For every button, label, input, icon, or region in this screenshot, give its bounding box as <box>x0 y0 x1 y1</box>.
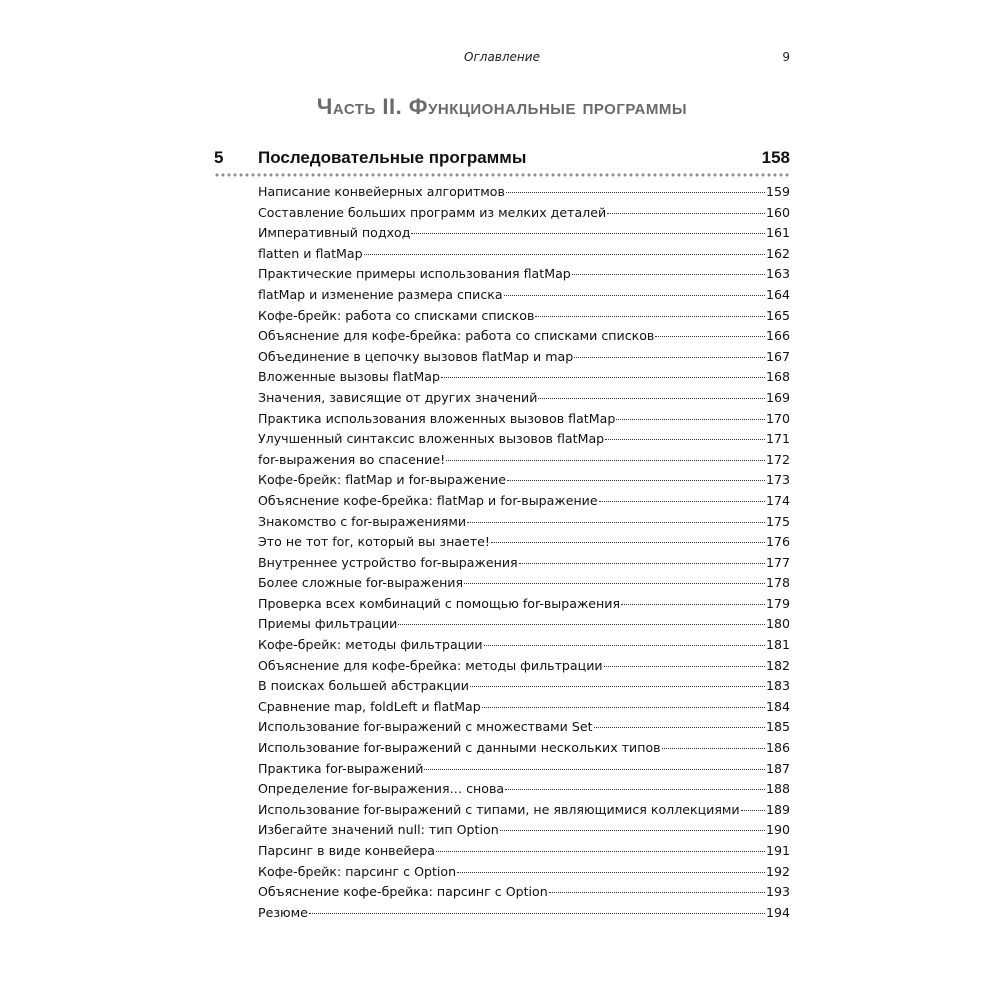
toc-entry-title: Сравнение map, foldLeft и flatMap <box>258 698 481 714</box>
toc-entry[interactable] <box>258 822 790 843</box>
toc-entry[interactable] <box>258 616 790 637</box>
toc-entry-page: 186 <box>765 740 790 756</box>
toc-entry-page: 180 <box>765 616 790 632</box>
toc-entry[interactable] <box>258 637 790 658</box>
dot-leader <box>424 769 764 770</box>
toc-entry-page: 183 <box>765 678 790 694</box>
dot-leader <box>535 316 765 317</box>
toc-entry[interactable] <box>258 514 790 535</box>
toc-entry-page: 169 <box>765 389 790 405</box>
toc-entry-title: Парсинг в виде конвейера <box>258 843 435 858</box>
toc-entry-page: 187 <box>765 760 790 776</box>
toc-entry-page: 192 <box>765 863 790 879</box>
toc-entry-title: Улучшенный синтаксис вложенных вызовов flatMap <box>258 431 605 447</box>
toc-entry-title: flatMap и изменение размера списка <box>258 286 503 302</box>
chapter-title: Последовательные программы <box>258 148 527 167</box>
toc-entry-page: 182 <box>765 657 790 673</box>
dot-leader <box>470 686 765 687</box>
toc-entry[interactable] <box>258 884 790 905</box>
toc-entry-page: 194 <box>765 904 790 920</box>
toc-entry-title: for-выражения во спасение! <box>258 451 446 467</box>
dot-leader <box>605 439 765 440</box>
dot-leader <box>457 872 765 873</box>
toc-entry-title: Использование for-выражений с данными нескольких типов <box>258 740 661 756</box>
toc-entry-title: Определение for-выражения… снова <box>258 781 505 797</box>
dot-leader <box>538 398 765 399</box>
dot-leader <box>607 213 765 214</box>
dot-leader <box>446 460 765 461</box>
dot-leader <box>364 254 765 255</box>
toc-entry[interactable] <box>258 452 790 473</box>
toc-entry[interactable] <box>258 369 790 390</box>
toc-entry[interactable] <box>258 678 790 699</box>
toc-entry[interactable] <box>258 658 790 679</box>
toc-entry[interactable] <box>258 555 790 576</box>
toc-entry-page: 171 <box>765 431 790 447</box>
toc-entry[interactable] <box>258 308 790 329</box>
running-title: Оглавление <box>464 50 540 64</box>
toc-entry-page: 191 <box>765 843 790 858</box>
toc-entry[interactable] <box>258 575 790 596</box>
toc-entry-title: Приемы фильтрации <box>258 616 398 632</box>
toc-entry-page: 181 <box>765 637 790 653</box>
toc-entry-page: 175 <box>765 513 790 529</box>
toc-entry-page: 188 <box>765 781 790 797</box>
toc-entry-title: Кофе-брейк: работа со списками списков <box>258 307 535 323</box>
toc-entry-title: Знакомство с for-выражениями <box>258 513 467 529</box>
toc-entry-title: Кофе-брейк: методы фильтрации <box>258 637 483 653</box>
toc-entry-page: 167 <box>765 348 790 364</box>
toc-entry-page: 172 <box>765 451 790 467</box>
toc-entry[interactable] <box>258 864 790 885</box>
toc-list <box>258 184 790 925</box>
toc-entry[interactable] <box>258 472 790 493</box>
dot-leader <box>655 336 765 337</box>
toc-entry-title: Кофе-брейк: flatMap и for-выражение <box>258 472 507 488</box>
dot-leader <box>572 274 765 275</box>
toc-entry[interactable] <box>258 205 790 226</box>
toc-entry-page: 184 <box>765 698 790 714</box>
toc-entry-page: 177 <box>765 554 790 570</box>
toc-entry[interactable] <box>258 719 790 740</box>
dot-leader <box>594 727 765 728</box>
toc-entry-title: Практические примеры использования flatMap <box>258 266 571 282</box>
chapter-number: 5 <box>214 148 224 167</box>
toc-entry-title: В поисках большей абстракции <box>258 678 469 694</box>
chapter-heading <box>214 146 790 172</box>
toc-entry-title: Вложенные вызовы flatMap <box>258 369 440 385</box>
toc-entry-title: Проверка всех комбинаций с помощью for-выражения <box>258 595 621 611</box>
toc-entry-page: 161 <box>765 225 790 241</box>
page-number: 9 <box>782 50 790 64</box>
toc-entry-title: Использование for-выражений с типами, не являющимися коллекциями <box>258 801 740 817</box>
toc-entry-title: Это не тот for, который вы знаете! <box>258 534 490 550</box>
toc-entry-title: Объединение в цепочку вызовов flatMap и map <box>258 348 574 364</box>
toc-entry-title: Объяснение кофе-брейка: flatMap и for-выражение <box>258 492 598 508</box>
dot-leader <box>500 830 765 831</box>
toc-entry[interactable] <box>258 596 790 617</box>
toc-entry[interactable] <box>258 781 790 802</box>
toc-entry-page: 159 <box>765 184 790 199</box>
toc-entry-title: Резюме <box>258 904 308 920</box>
toc-entry[interactable] <box>258 390 790 411</box>
toc-entry[interactable] <box>258 431 790 452</box>
toc-entry-page: 166 <box>765 328 790 344</box>
dot-leader <box>507 480 765 481</box>
part-title: Часть II. Функциональные программы <box>316 94 688 119</box>
toc-entry-page: 168 <box>765 369 790 385</box>
dot-leader <box>504 295 765 296</box>
dot-leader <box>741 810 765 811</box>
toc-entry-title: Практика for-выражений <box>258 760 424 776</box>
dot-leader <box>506 192 765 193</box>
toc-entry-title: Написание конвейерных алгоритмов <box>258 184 505 199</box>
toc-entry-page: 190 <box>765 822 790 838</box>
dot-leader <box>491 542 765 543</box>
toc-entry-page: 179 <box>765 595 790 611</box>
toc-entry[interactable] <box>258 843 790 864</box>
toc-entry-page: 163 <box>765 266 790 282</box>
toc-entry[interactable] <box>258 349 790 370</box>
running-head <box>214 50 790 70</box>
toc-entry[interactable] <box>258 246 790 267</box>
dot-leader <box>662 748 765 749</box>
chapter-page: 158 <box>761 148 790 167</box>
toc-entry-title: Объяснение для кофе-брейка: методы фильтрации <box>258 657 603 673</box>
toc-entry[interactable] <box>258 493 790 514</box>
toc-entry-title: Объяснение кофе-брейка: парсинг с Option <box>258 884 548 900</box>
toc-entry-page: 174 <box>765 492 790 508</box>
toc-entry[interactable] <box>258 802 790 823</box>
dot-leader <box>464 583 765 584</box>
toc-entry[interactable] <box>258 411 790 432</box>
dot-leader <box>621 604 765 605</box>
dot-leader <box>519 563 765 564</box>
dot-leader <box>505 789 765 790</box>
dot-leader <box>441 377 765 378</box>
toc-entry-title: Значения, зависящие от других значений <box>258 389 538 405</box>
toc-entry-title: flatten и flatMap <box>258 245 363 261</box>
dot-leader <box>398 624 765 625</box>
toc-entry-page: 185 <box>765 719 790 735</box>
dot-leader <box>599 501 765 502</box>
toc-entry[interactable] <box>258 905 790 926</box>
toc-entry-page: 164 <box>765 286 790 302</box>
toc-entry-page: 189 <box>765 801 790 817</box>
toc-entry[interactable] <box>258 225 790 246</box>
dot-leader <box>484 645 765 646</box>
dotted-divider <box>214 172 790 178</box>
toc-entry-title: Использование for-выражений с множествами Set <box>258 719 593 735</box>
toc-entry-title: Объяснение для кофе-брейка: работа со списками списков <box>258 328 655 344</box>
dot-leader <box>549 892 765 893</box>
toc-entry[interactable] <box>258 184 790 205</box>
toc-entry-page: 165 <box>765 307 790 323</box>
dot-leader <box>482 707 765 708</box>
toc-entry[interactable] <box>258 740 790 761</box>
toc-entry-page: 162 <box>765 245 790 261</box>
toc-entry-title: Кофе-брейк: парсинг с Option <box>258 863 457 879</box>
toc-entry[interactable] <box>258 761 790 782</box>
toc-entry[interactable] <box>258 699 790 720</box>
toc-entry-page: 160 <box>765 204 790 220</box>
toc-entry[interactable] <box>258 328 790 349</box>
dot-leader <box>604 666 765 667</box>
dot-leader <box>616 419 765 420</box>
dot-leader <box>411 233 765 234</box>
toc-entry[interactable] <box>258 266 790 287</box>
toc-entry-page: 173 <box>765 472 790 488</box>
toc-entry-page: 178 <box>765 575 790 591</box>
toc-entry[interactable] <box>258 287 790 308</box>
toc-entry-page: 170 <box>765 410 790 426</box>
toc-entry-title: Составление больших программ из мелких деталей <box>258 204 607 220</box>
dot-leader <box>309 913 765 914</box>
toc-entry-page: 193 <box>765 884 790 900</box>
dot-leader <box>467 522 765 523</box>
toc-entry[interactable] <box>258 534 790 555</box>
toc-entry-title: Практика использования вложенных вызовов flatMap <box>258 410 616 426</box>
dot-leader <box>574 357 765 358</box>
dot-leader <box>436 851 765 852</box>
toc-entry-page: 176 <box>765 534 790 550</box>
toc-entry-title: Внутреннее устройство for-выражения <box>258 554 518 570</box>
toc-entry-title: Избегайте значений null: тип Option <box>258 822 499 838</box>
toc-entry-title: Императивный подход <box>258 225 411 241</box>
toc-entry-title: Более сложные for-выражения <box>258 575 464 591</box>
